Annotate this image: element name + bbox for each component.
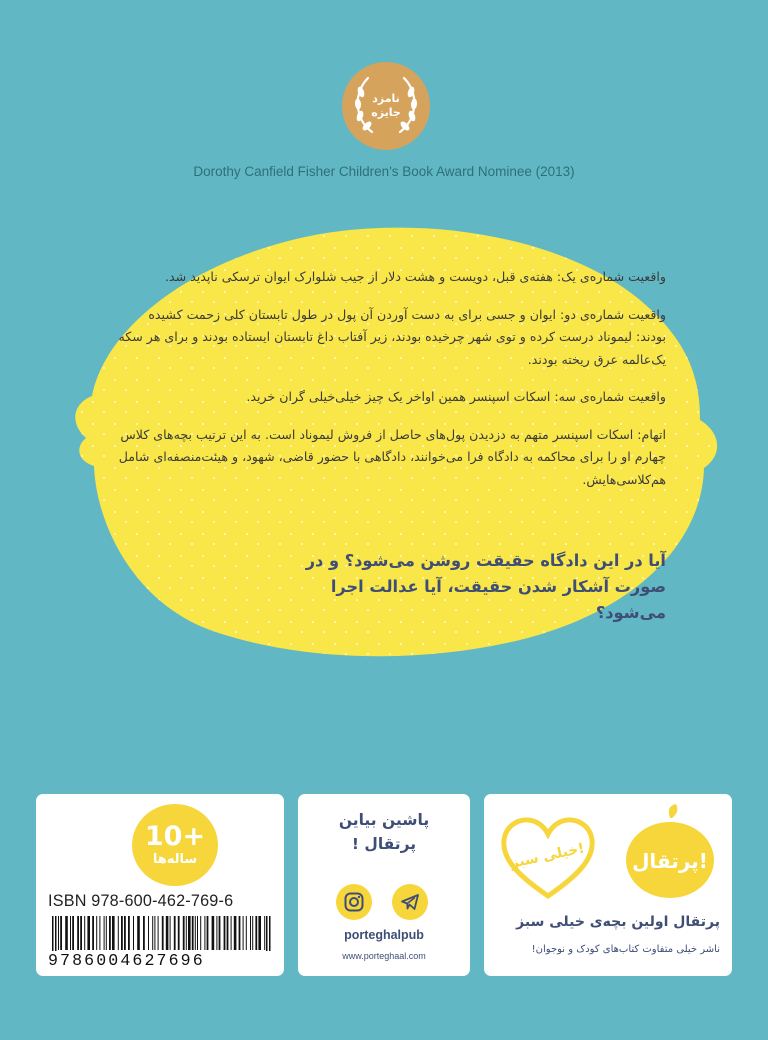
- barcode-bar: [243, 916, 244, 950]
- barcode-bar: [174, 916, 176, 950]
- isbn-panel: [36, 794, 284, 976]
- blurb-accusation: اتهام: اسکات اسپنسر متهم به دزدیدن پول‌های حاصل از فروش لیموناد است. به این ترتیب بچه‌های کلاس چهارم او را برای محاکمه به دادگاه فرا می‌خوانند، دادگاهی با حضور قاضی، شهود، و هیئت‌منصفه‌ای شامل هم‌کلاسی‌هایش.: [118, 426, 666, 487]
- barcode-bar: [227, 916, 229, 950]
- barcode-bar: [92, 916, 94, 950]
- award-badge-line2: جایزه: [371, 106, 401, 119]
- barcode-bar: [87, 916, 90, 950]
- age-badge: [132, 804, 218, 886]
- barcode-bar: [252, 916, 253, 950]
- barcode-bar: [250, 916, 251, 950]
- social-handle[interactable]: porteghalpub: [344, 928, 424, 942]
- barcode-bar: [255, 916, 257, 950]
- barcode-bar: [207, 916, 209, 950]
- barcode-bar: [231, 916, 232, 950]
- barcode-bar: [118, 916, 119, 950]
- heart-logo-text: خیلی سبز!: [509, 840, 586, 872]
- barcode-bar: [154, 916, 155, 950]
- publisher-logo: [622, 802, 718, 902]
- barcode-bar: [170, 916, 171, 950]
- barcode-bar: [124, 916, 126, 950]
- barcode-bar: [109, 916, 111, 950]
- barcode-bar: [152, 916, 153, 950]
- barcode-bar: [192, 916, 194, 950]
- barcode-bar: [162, 916, 164, 950]
- barcode-bar: [65, 916, 68, 950]
- barcode-bar: [128, 916, 130, 950]
- publisher-logo-text: پرتقال!: [632, 849, 708, 873]
- blurb-fact-3: واقعیت شماره‌ی سه: اسکات اسپنسر همین اواخر یک چیز خیلی‌خیلی گران خرید.: [246, 389, 666, 404]
- barcode-bar: [77, 916, 79, 950]
- barcode-bar: [219, 916, 221, 950]
- age-number: 10+: [144, 821, 206, 852]
- barcode-bar: [234, 916, 237, 950]
- barcode-bar: [106, 916, 107, 950]
- publisher-subtagline: ناشر خیلی متفاوت کتاب‌های کودک و نوجوان!: [531, 944, 720, 955]
- barcode-bar: [195, 916, 196, 950]
- social-panel: [298, 794, 470, 976]
- barcode-bar: [246, 916, 247, 950]
- publisher-panel: [484, 794, 732, 976]
- blurb-fact-1: واقعیت شماره‌ی یک: هفته‌ی قبل، دویست و هشت دلار از جیب شلوارک ایوان ترسکی ناپدید شد.: [164, 269, 666, 284]
- barcode-bar: [58, 916, 59, 950]
- barcode-bar: [188, 916, 191, 950]
- website-link[interactable]: www.porteghaal.com: [342, 951, 426, 961]
- follow-title-line2: پرتقال !: [351, 835, 417, 853]
- barcode-bar: [158, 916, 159, 950]
- award-badge-line1: نامزد: [372, 92, 400, 105]
- barcode-bar: [52, 916, 54, 954]
- barcode-bar: [183, 916, 185, 950]
- barcode-bar: [264, 916, 265, 950]
- age-label: ساله‌ها: [152, 852, 198, 867]
- telegram-icon[interactable]: [392, 884, 428, 920]
- barcode-bar: [166, 916, 169, 950]
- barcode-bar: [72, 916, 74, 950]
- barcode-bar: [137, 916, 140, 950]
- barcode-bar: [269, 916, 271, 954]
- blurb-fact-2: واقعیت شماره‌ی دو: ایوان و جسی برای به دست آوردن آن پول در طول تابستان کلی زحمت کشیده بودند: لیموناد درست کرده و توی شهر چرخیده بودند، زیر آفتاب داغ تابستان ایستاده بودند و برای هر سکه یک‌عالمه عرق ریخته بودند.: [118, 306, 666, 367]
- barcode-bar: [212, 916, 215, 950]
- barcode-bar: [178, 916, 180, 950]
- award-caption: Dorothy Canfield Fisher Children's Book Award Nominee (2013): [193, 164, 575, 179]
- barcode-bar: [104, 916, 105, 950]
- isbn-text: ISBN 978-600-462-769-6: [48, 892, 234, 910]
- barcode-bar: [224, 916, 226, 950]
- follow-title-line1: پاشین بیاین: [338, 811, 430, 829]
- barcode-bar: [200, 916, 201, 950]
- barcode-bar: [186, 916, 187, 950]
- barcode-bar: [148, 916, 149, 950]
- barcode: [50, 916, 274, 954]
- barcode-bar: [216, 916, 217, 950]
- barcode-bar: [258, 916, 261, 950]
- blurb-question: آیا در این دادگاه حقیقت روشن می‌شود؟ و در صورت آشکار شدن حقیقت، آیا عدالت اجرا می‌شود؟: [305, 551, 666, 622]
- barcode-bar: [112, 916, 115, 950]
- barcode-bar: [55, 916, 57, 954]
- barcode-digits: 9786004627696: [48, 951, 274, 970]
- barcode-bar: [143, 916, 145, 950]
- blurb: [118, 266, 666, 622]
- barcode-bar: [70, 916, 71, 950]
- barcode-bar: [121, 916, 123, 950]
- barcode-bar: [197, 916, 198, 950]
- barcode-bar: [60, 916, 62, 950]
- follow-title: [298, 808, 470, 856]
- barcode-bar: [204, 916, 205, 950]
- barcode-bar: [80, 916, 82, 950]
- heart-logo: [498, 808, 598, 904]
- publisher-tagline: پرتقال اولین بچه‌ی خیلی سبز: [516, 914, 720, 930]
- barcode-bar: [84, 916, 85, 950]
- barcode-bar: [99, 916, 100, 950]
- barcode-bar: [239, 916, 241, 950]
- instagram-icon[interactable]: [336, 884, 372, 920]
- barcode-bar: [266, 916, 268, 954]
- barcode-bar: [96, 916, 97, 950]
- barcode-bar: [133, 916, 134, 950]
